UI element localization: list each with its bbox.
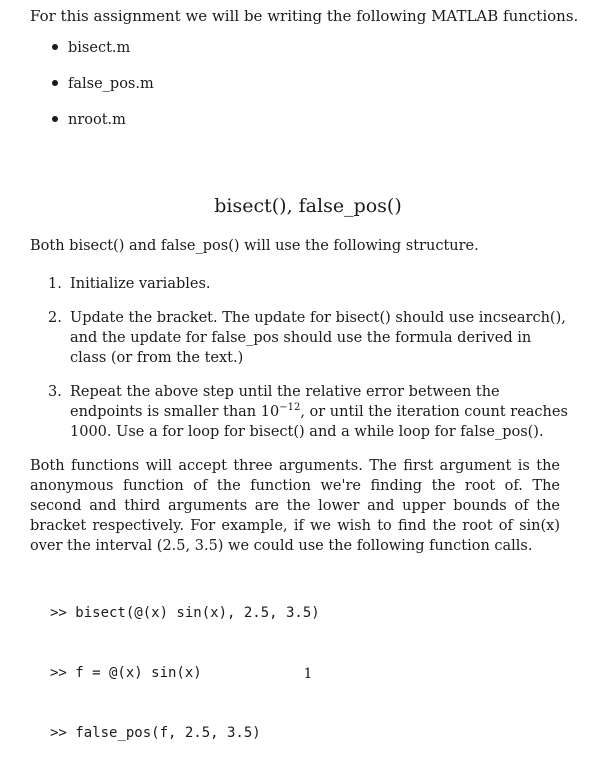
page-number: 1 [303, 666, 313, 682]
code-line: >> f = @(x) sin(x) [50, 665, 202, 681]
step-number: 2. [48, 310, 62, 326]
step-list [48, 274, 568, 456]
code-line: >> false_pos(f, 2.5, 3.5) [50, 725, 261, 741]
step-item [48, 274, 568, 294]
code-line: >> bisect(@(x) sin(x), 2.5, 3.5) [50, 605, 320, 621]
bullet-icon [52, 116, 58, 122]
step-text-after: , or until the iteration count reaches 1000. Use a for loop for bisect() and a while loop for false_pos(). [70, 404, 568, 440]
function-list-item [52, 38, 154, 58]
step-number: 1. [48, 276, 62, 292]
structure-intro: Both bisect() and false_pos() will use the following structure. [30, 238, 479, 254]
bullet-icon [52, 44, 58, 50]
intro-text: For this assignment we will be writing the following MATLAB functions. [30, 7, 579, 25]
function-name: nroot.m [68, 112, 126, 128]
step-text: Update the bracket. The update for bisect() should use incsearch(), and the update for false_pos should use the formula derived in class (or from the text.) [70, 310, 566, 366]
exponent: −12 [279, 402, 301, 414]
step-item [48, 308, 568, 368]
arguments-paragraph: Both functions will accept three arguments. The first argument is the anonymous function of the function we're finding the root of. The second and third arguments are the lower and upper bounds of the bracket respectively. For example, if we wish to find the root of sin(x) over the interval (2.5, 3.5) we could use the following function calls. [30, 458, 560, 554]
section-heading: bisect(), false_pos() [214, 195, 402, 217]
step-text: Initialize variables. [70, 276, 211, 292]
function-list-item [52, 74, 154, 94]
function-list [52, 38, 154, 146]
step-text-before: Repeat the above step until the relative error between the endpoints is smaller than 10 [70, 384, 500, 420]
function-name: false_pos.m [68, 76, 154, 92]
step-number: 3. [48, 384, 62, 400]
step-item [48, 382, 568, 442]
function-name: bisect.m [68, 40, 131, 56]
function-list-item [52, 110, 154, 130]
bullet-icon [52, 80, 58, 86]
